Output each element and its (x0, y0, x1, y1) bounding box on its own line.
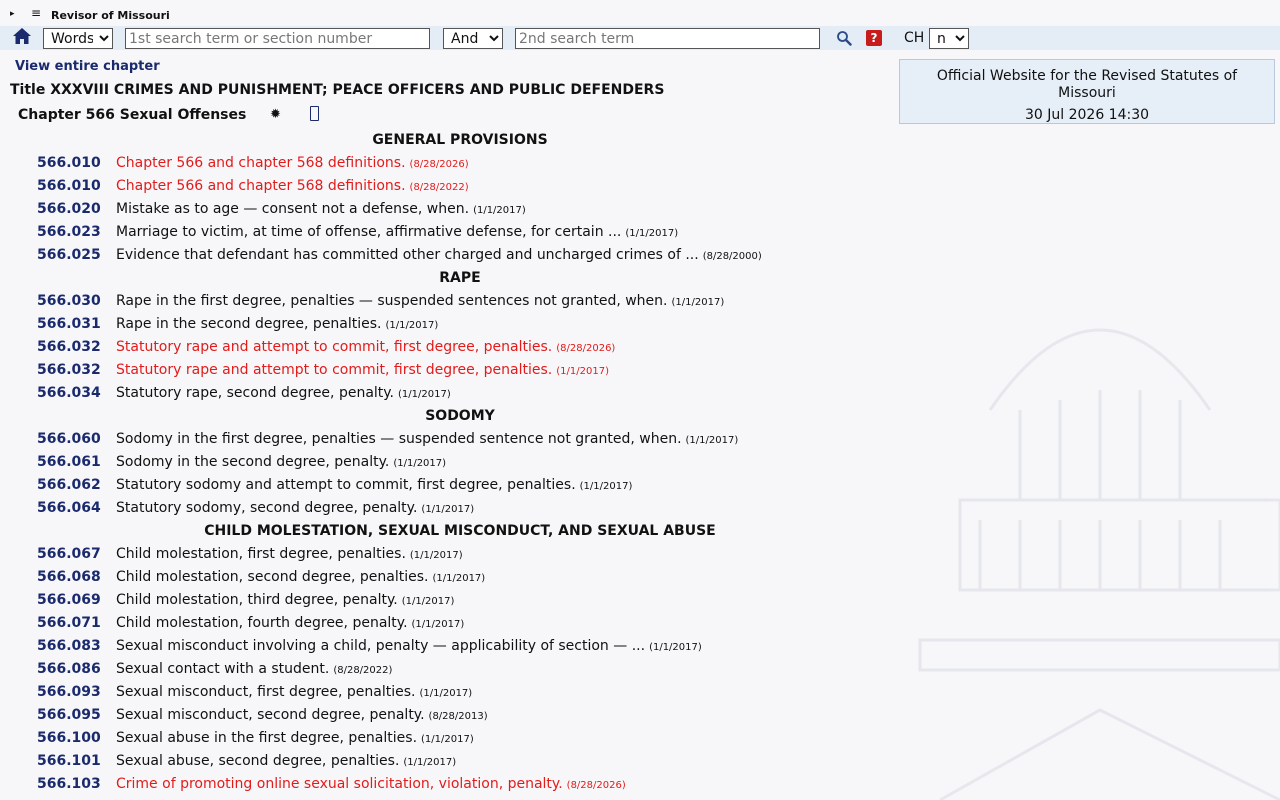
section-title-text[interactable]: Child molestation, second degree, penalties. (116, 569, 429, 585)
search-mode-select[interactable] (43, 28, 113, 49)
section-number-link[interactable]: 566.023 (37, 224, 101, 240)
section-row (0, 658, 900, 681)
section-title-link[interactable] (116, 336, 615, 360)
site-name[interactable]: Revisor of Missouri (51, 9, 170, 22)
home-icon[interactable] (12, 26, 32, 46)
section-number-link[interactable]: 566.034 (37, 385, 101, 401)
section-date: (1/1/2017) (419, 688, 473, 699)
section-number-link[interactable]: 566.030 (37, 293, 101, 309)
section-row (0, 704, 900, 727)
section-title-text[interactable]: Chapter 566 and chapter 568 definitions. (116, 178, 406, 194)
section-row (0, 773, 900, 796)
section-title-link[interactable] (116, 566, 485, 590)
section-number-link[interactable]: 566.083 (37, 638, 101, 654)
section-row (0, 543, 900, 566)
section-title-text[interactable]: Sodomy in the second degree, penalty. (116, 454, 390, 470)
second-search-term-input[interactable] (515, 28, 820, 49)
section-date: (1/1/2017) (385, 320, 439, 331)
group-heading: CHILD MOLESTATION, SEXUAL MISCONDUCT, AND SEXUAL ABUSE (204, 523, 716, 539)
section-date: (1/1/2017) (556, 366, 609, 377)
section-number-link[interactable]: 566.032 (37, 362, 101, 378)
section-title-text[interactable]: Evidence that defendant has committed other charged and uncharged crimes of ... (116, 247, 699, 263)
section-row (0, 428, 900, 451)
section-date: (1/1/2017) (393, 458, 447, 469)
section-date: (1/1/2017) (625, 228, 679, 239)
section-row (0, 497, 900, 520)
section-title-link[interactable] (116, 589, 454, 613)
section-title-text[interactable]: Sexual contact with a student. (116, 661, 330, 677)
section-title-text[interactable]: Sexual abuse, second degree, penalties. (116, 753, 400, 769)
section-title-text[interactable]: Marriage to victim, at time of offense, affirmative defense, for certain ... (116, 224, 622, 240)
section-date: (1/1/2017) (409, 550, 463, 561)
section-title-link[interactable] (116, 750, 456, 774)
section-row (0, 359, 900, 382)
section-title-link[interactable] (116, 727, 474, 751)
section-date: (8/28/2026) (409, 159, 469, 170)
section-number-link[interactable]: 566.100 (37, 730, 101, 746)
section-row (0, 175, 900, 198)
section-title-text[interactable]: Sexual abuse in the first degree, penalties. (116, 730, 418, 746)
chapter-filter-select[interactable] (929, 28, 969, 49)
section-date: (1/1/2017) (685, 435, 739, 446)
section-row (0, 612, 900, 635)
section-date: (1/1/2017) (432, 573, 486, 584)
section-date: (1/1/2017) (401, 596, 455, 607)
section-title-link[interactable] (116, 543, 463, 567)
section-date: (8/28/2022) (333, 665, 393, 676)
section-title-link[interactable] (116, 152, 469, 176)
section-title-text[interactable]: Sodomy in the first degree, penalties — suspended sentence not granted, when. (116, 431, 682, 447)
section-list (0, 129, 900, 796)
info-datetime: 30 Jul 2026 14:30 (1024, 107, 1150, 123)
section-row (0, 290, 900, 313)
section-date: (8/28/2000) (702, 251, 762, 262)
section-number-link[interactable]: 566.101 (37, 753, 101, 769)
section-row (0, 152, 900, 175)
section-number-link[interactable]: 566.031 (37, 316, 101, 332)
section-row (0, 313, 900, 336)
search-operator-select[interactable] (443, 28, 503, 49)
section-title-link[interactable] (116, 635, 702, 659)
group-heading: GENERAL PROVISIONS (372, 132, 548, 148)
section-date: (1/1/2017) (411, 619, 465, 630)
section-title-link[interactable] (116, 497, 474, 521)
section-title-text[interactable]: Statutory sodomy, second degree, penalty. (116, 500, 418, 516)
section-number-link[interactable]: 566.095 (37, 707, 101, 723)
section-row (0, 198, 900, 221)
section-row (0, 336, 900, 359)
section-title-text[interactable]: Statutory sodomy and attempt to commit, first degree, penalties. (116, 477, 576, 493)
section-row (0, 727, 900, 750)
section-row (0, 382, 900, 405)
section-title-link[interactable] (116, 474, 632, 498)
starburst-icon[interactable]: ✹ (270, 107, 281, 122)
section-title-text[interactable]: Crime of promoting online sexual solicitation, violation, penalty. (116, 776, 563, 792)
section-title-link[interactable] (116, 198, 526, 222)
section-title-link[interactable] (116, 681, 472, 705)
chapter-filter-label: CH (904, 30, 925, 46)
section-title-link[interactable] (116, 175, 469, 199)
info-line-1: Official Website for the Revised Statutes of (936, 68, 1238, 84)
section-title-text[interactable]: Rape in the first degree, penalties — suspended sentences not granted, when. (116, 293, 668, 309)
section-number-link[interactable]: 566.025 (37, 247, 101, 263)
section-title-link[interactable] (116, 451, 446, 475)
section-title-text[interactable]: Child molestation, fourth degree, penalty. (116, 615, 408, 631)
section-date: (8/28/2026) (556, 343, 616, 354)
section-number-link[interactable]: 566.067 (37, 546, 101, 562)
section-row (0, 244, 900, 267)
group-heading: RAPE (439, 270, 481, 286)
section-title-text[interactable]: Sexual misconduct involving a child, penalty — applicability of section — ... (116, 638, 646, 654)
first-search-term-input[interactable] (125, 28, 430, 49)
section-date: (1/1/2017) (579, 481, 633, 492)
section-row (0, 589, 900, 612)
section-number-link[interactable]: 566.086 (37, 661, 101, 677)
section-row (0, 681, 900, 704)
section-title-link[interactable] (116, 382, 451, 406)
section-date: (8/28/2026) (566, 780, 626, 791)
section-row (0, 635, 900, 658)
section-title-link[interactable] (116, 704, 488, 728)
section-date: (8/28/2013) (428, 711, 488, 722)
search-icon[interactable] (836, 30, 852, 46)
section-date: (1/1/2017) (649, 642, 702, 653)
section-number-link[interactable]: 566.103 (37, 776, 101, 792)
document-icon[interactable] (310, 106, 319, 121)
section-date: (1/1/2017) (403, 757, 457, 768)
section-number-link[interactable]: 566.064 (37, 500, 101, 516)
section-row (0, 451, 900, 474)
section-title-link[interactable] (116, 313, 438, 337)
section-title-text[interactable]: Statutory rape, second degree, penalty. (116, 385, 395, 401)
view-entire-chapter-link[interactable]: View entire chapter (15, 59, 160, 74)
section-row (0, 221, 900, 244)
section-number-link[interactable]: 566.068 (37, 569, 101, 585)
section-row (0, 474, 900, 497)
section-title-text[interactable]: Child molestation, first degree, penalties. (116, 546, 406, 562)
section-title-link[interactable] (116, 221, 678, 245)
section-title-link[interactable] (116, 244, 762, 268)
section-title-link[interactable] (116, 773, 626, 797)
section-number-link[interactable]: 566.020 (37, 201, 101, 217)
section-title-text[interactable]: Chapter 566 and chapter 568 definitions. (116, 155, 406, 171)
section-title-text[interactable]: Statutory rape and attempt to commit, first degree, penalties. (116, 339, 553, 355)
section-title-text[interactable]: Sexual misconduct, first degree, penalties. (116, 684, 416, 700)
section-number-link[interactable]: 566.010 (37, 155, 101, 171)
group-heading: SODOMY (425, 408, 495, 424)
section-date: (8/28/2022) (409, 182, 469, 193)
section-row (0, 566, 900, 589)
section-title-link[interactable] (116, 612, 464, 636)
section-number-link[interactable]: 566.032 (37, 339, 101, 355)
info-box (899, 59, 1275, 124)
section-title-text[interactable]: Mistake as to age — consent not a defense, when. (116, 201, 470, 217)
capitol-background-image (860, 80, 1280, 800)
section-title-text[interactable]: Sexual misconduct, second degree, penalty. (116, 707, 425, 723)
section-date: (1/1/2017) (473, 205, 526, 216)
section-number-link[interactable]: 566.071 (37, 615, 101, 631)
section-date: (1/1/2017) (421, 734, 474, 745)
section-number-link[interactable]: 566.061 (37, 454, 101, 470)
section-number-link[interactable]: 566.062 (37, 477, 101, 493)
section-row (0, 750, 900, 773)
chapter-heading: Chapter 566 Sexual Offenses (18, 107, 247, 123)
section-title-text[interactable]: Child molestation, third degree, penalty. (116, 592, 398, 608)
section-title-link[interactable] (116, 428, 738, 452)
section-date: (1/1/2017) (398, 389, 451, 400)
menu-icon[interactable]: ≡ (31, 6, 42, 20)
section-title-link[interactable] (116, 359, 609, 383)
section-title-text[interactable]: Statutory rape and attempt to commit, first degree, penalties. (116, 362, 553, 378)
section-title-link[interactable] (116, 290, 724, 314)
section-title-text[interactable]: Rape in the second degree, penalties. (116, 316, 382, 332)
help-icon[interactable]: ? (866, 30, 882, 46)
title-heading: Title XXXVIII CRIMES AND PUNISHMENT; PEACE OFFICERS AND PUBLIC DEFENDERS (10, 82, 665, 98)
info-line-2: Missouri (1058, 85, 1116, 101)
section-title-link[interactable] (116, 658, 392, 682)
search-bar (0, 26, 1280, 50)
top-bar (0, 0, 1280, 26)
section-number-link[interactable]: 566.069 (37, 592, 101, 608)
section-number-link[interactable]: 566.060 (37, 431, 101, 447)
expand-arrow-icon[interactable]: ▸ (10, 9, 15, 19)
section-number-link[interactable]: 566.010 (37, 178, 101, 194)
section-number-link[interactable]: 566.093 (37, 684, 101, 700)
section-date: (1/1/2017) (671, 297, 725, 308)
section-date: (1/1/2017) (421, 504, 475, 515)
